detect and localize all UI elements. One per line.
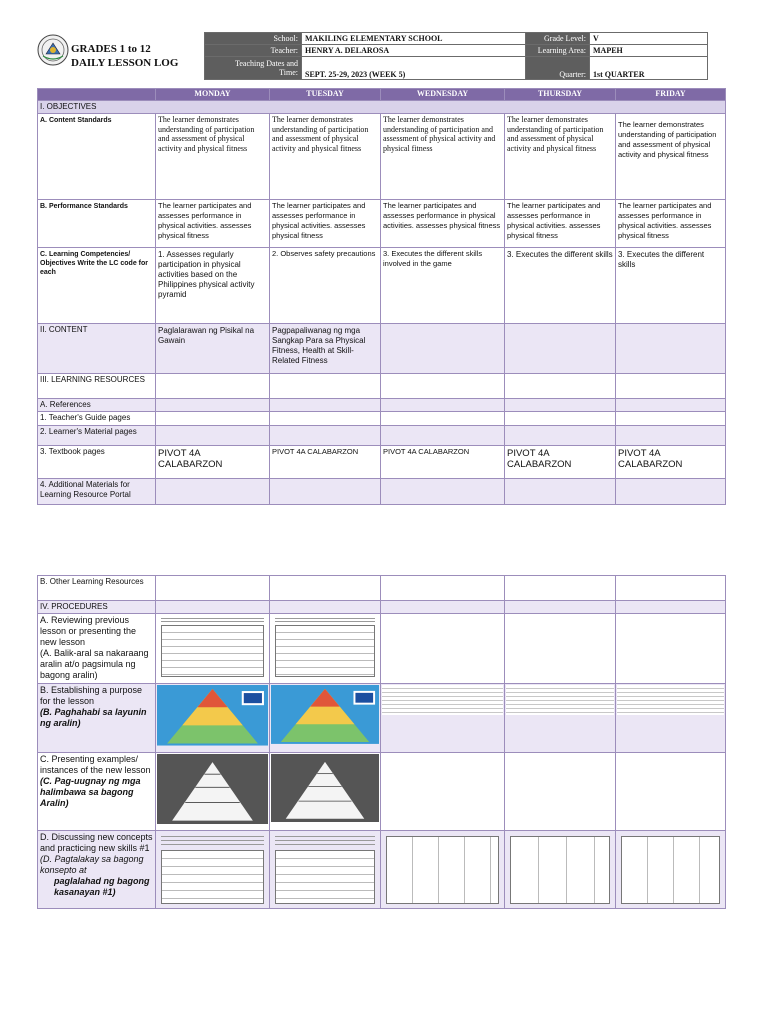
other-resources-friday [616,576,726,601]
competencies-tuesday: 2. Observes safety precautions [270,248,381,324]
proc-c-row [38,752,726,831]
learners-material-label: 2. Learner's Material pages [38,426,156,446]
proc-b-sub: (B. Paghahabi sa layunin ng aralin) [40,707,147,728]
textbook-wednesday: PIVOT 4A CALABARZON [381,446,505,479]
quarter-value: 1st QUARTER [590,57,708,80]
performance-standards-thursday: The learner participates and assesses performance in physical activities. assesses physical fitness [505,200,616,248]
proc-b-row [38,684,726,753]
teachers-guide-wednesday [381,412,505,426]
proc-c-thursday-thumbnail [505,752,616,831]
teachers-guide-tuesday [270,412,381,426]
additional-materials-row [38,479,726,505]
proc-c-sub: (C. Pag-uugnay ng mga halimbawa sa bagong Aralin) [40,775,141,808]
proc-b-main: B. Establishing a purpose for the lesson [40,685,143,706]
objectives-heading: I. OBJECTIVES [38,101,726,114]
proc-c-label [38,752,156,831]
grade-value: V [590,33,708,45]
lesson-log-table [37,88,726,505]
content-wednesday [381,324,505,374]
proc-a-friday-thumbnail [616,614,726,684]
learning-resources-thursday [505,374,616,399]
learning-area-label: Learning Area: [526,45,590,57]
other-resources-tuesday [270,576,381,601]
textbook-thursday: PIVOT 4A CALABARZON [505,446,616,479]
additional-materials-label: 4. Additional Materials for Learning Resource Portal [38,479,156,505]
proc-b-wednesday-thumbnail [381,684,505,753]
header-info-table [204,32,708,80]
learners-material-thursday [505,426,616,446]
teachers-guide-label: 1. Teacher's Guide pages [38,412,156,426]
proc-c-friday-thumbnail [616,752,726,831]
additional-materials-tuesday [270,479,381,505]
procedures-heading: IV. PROCEDURES [38,601,156,614]
learners-material-row [38,426,726,446]
learners-material-monday [156,426,270,446]
other-resources-wednesday [381,576,505,601]
proc-d-tuesday-thumbnail [270,831,381,909]
procedures-monday [156,601,270,614]
content-standards-row [38,114,726,200]
proc-a-row [38,614,726,684]
teacher-label: Teacher: [205,45,302,57]
day-header-thursday: THURSDAY [505,89,616,101]
additional-materials-thursday [505,479,616,505]
proc-a-tuesday-thumbnail [270,614,381,684]
proc-d-monday-thumbnail [156,831,270,909]
proc-a-wednesday-thumbnail [381,614,505,684]
competencies-wednesday: 3. Executes the different skills involved in the game [381,248,505,324]
log-title-line1: GRADES 1 to 12 [71,43,151,55]
procedures-row [38,601,726,614]
performance-standards-monday: The learner participates and assesses performance in physical activities. assesses physical fitness [156,200,270,248]
learning-area-value: MAPEH [590,45,708,57]
proc-a-sub: (A. Balik-aral sa nakaraang aralin at/o pagsimula ng bagong aralin) [40,648,149,680]
daily-lesson-log-page-2 [37,575,725,933]
content-thursday [505,324,616,374]
proc-d-row [38,831,726,909]
textbook-monday: PIVOT 4A CALABARZON [156,446,270,479]
competencies-monday: 1. Assesses regularly participation in physical activities based on the Philippines physical activity pyramid [156,248,270,324]
day-header-row [38,89,726,101]
log-header [37,32,725,80]
day-header-blank [38,89,156,101]
activity-pyramid-image [271,685,379,744]
references-monday [156,399,270,412]
content-row [38,324,726,374]
proc-c-monday-thumbnail [156,752,270,831]
references-tuesday [270,399,381,412]
day-header-wednesday: WEDNESDAY [381,89,505,101]
dates-value: SEPT. 25-29, 2023 (WEEK 5) [302,57,526,80]
teachers-guide-row [38,412,726,426]
teachers-guide-thursday [505,412,616,426]
proc-b-tuesday-thumbnail [270,684,381,753]
learning-resources-monday [156,374,270,399]
procedures-friday [616,601,726,614]
teachers-guide-friday [616,412,726,426]
proc-d-label [38,831,156,909]
procedures-tuesday [270,601,381,614]
content-standards-friday: The learner demonstrates understanding of participation and assessment of physical activity and physical fitness [616,114,726,200]
learning-resources-label: III. LEARNING RESOURCES [38,374,156,399]
learning-resources-friday [616,374,726,399]
other-resources-monday [156,576,270,601]
performance-standards-tuesday: The learner participates and assesses performance in physical activities. assesses physical fitness [270,200,381,248]
references-row [38,399,726,412]
objectives-row [38,101,726,114]
proc-b-label [38,684,156,753]
additional-materials-wednesday [381,479,505,505]
fitness-pyramid-diagram [157,754,268,825]
learners-material-tuesday [270,426,381,446]
content-monday: Paglalarawan ng Pisikal na Gawain [156,324,270,374]
performance-standards-friday: The learner participates and assesses performance in physical activities. assesses physical fitness [616,200,726,248]
proc-a-main: A. Reviewing previous lesson or presenting the new lesson [40,615,137,647]
proc-c-main: C. Presenting examples/ instances of the new lesson [40,753,151,775]
procedures-thursday [505,601,616,614]
content-standards-label: A. Content Standards [38,114,156,200]
competencies-thursday: 3. Executes the different skills [505,248,616,324]
competencies-label: C. Learning Competencies/ Objectives Write the LC code for each [38,248,156,324]
proc-c-tuesday-thumbnail [270,752,381,831]
proc-b-thursday-thumbnail [505,684,616,753]
text-page-thumbnail [382,685,503,715]
teachers-guide-monday [156,412,270,426]
daily-lesson-log-page-1 [37,32,725,510]
textbook-friday: PIVOT 4A CALABARZON [616,446,726,479]
learning-resources-tuesday [270,374,381,399]
day-header-friday: FRIDAY [616,89,726,101]
quarter-label: Quarter: [526,57,590,80]
textbook-tuesday: PIVOT 4A CALABARZON [270,446,381,479]
content-friday [616,324,726,374]
activity-pyramid-image [157,685,268,746]
content-standards-tuesday: The learner demonstrates understanding of participation and assessment of physical activity and physical fitness [270,114,381,200]
proc-a-thursday-thumbnail [505,614,616,684]
procedures-wednesday [381,601,505,614]
learning-resources-wednesday [381,374,505,399]
content-label: II. CONTENT [38,324,156,374]
performance-standards-row [38,200,726,248]
school-label: School: [205,33,302,45]
dates-label-line2: Time: [279,68,298,77]
learners-material-wednesday [381,426,505,446]
content-tuesday: Pagpapaliwanag ng mga Sangkap Para sa Physical Fitness, Health at Skill-Related Fitness [270,324,381,374]
fitness-pyramid-diagram [271,754,379,823]
references-thursday [505,399,616,412]
proc-d-wednesday-thumbnail [381,831,505,909]
other-resources-label: B. Other Learning Resources [38,576,156,601]
proc-d-sub2: paglalahad ng bagong kasanayan #1) [54,876,150,898]
additional-materials-friday [616,479,726,505]
proc-c-wednesday-thumbnail [381,752,505,831]
grade-label: Grade Level: [526,33,590,45]
competencies-friday: 3. Executes the different skills [616,248,726,324]
content-standards-thursday: The learner demonstrates understanding of participation and assessment of physical activity and physical fitness [505,114,616,200]
proc-b-monday-thumbnail [156,684,270,753]
proc-d-friday-thumbnail [616,831,726,909]
other-resources-thursday [505,576,616,601]
performance-standards-wednesday: The learner participates and assesses performance in physical activities. assesses physical fitness [381,200,505,248]
textbook-row [38,446,726,479]
proc-d-thursday-thumbnail [505,831,616,909]
text-page-thumbnail [617,685,724,715]
learners-material-friday [616,426,726,446]
teacher-value: HENRY A. DELAROSA [302,45,526,57]
text-page-thumbnail [506,685,614,715]
proc-d-sub1: (D. Pagtalakay sa bagong konsepto at [40,854,144,876]
procedures-table [37,575,726,909]
proc-d-main: D. Discussing new concepts and practicing new skills #1 [40,832,153,854]
school-value: MAKILING ELEMENTARY SCHOOL [302,33,526,45]
proc-a-monday-thumbnail [156,614,270,684]
performance-standards-label: B. Performance Standards [38,200,156,248]
references-label: A. References [38,399,156,412]
day-header-monday: MONDAY [156,89,270,101]
additional-materials-monday [156,479,270,505]
deped-seal-icon [37,34,69,66]
learning-resources-row [38,374,726,399]
references-friday [616,399,726,412]
content-standards-monday: The learner demonstrates understanding of participation and assessment of physical activity and physical fitness [156,114,270,200]
other-resources-row [38,576,726,601]
proc-a-label [38,614,156,684]
log-title-line2: DAILY LESSON LOG [71,57,179,69]
log-title [71,42,178,70]
competencies-row [38,248,726,324]
dates-label-line1: Teaching Dates and [235,59,298,68]
content-standards-wednesday: The learner demonstrates understanding of participation and assessment of physical activity and physical fitness [381,114,505,200]
references-wednesday [381,399,505,412]
dates-label [205,57,302,80]
proc-b-friday-thumbnail [616,684,726,753]
day-header-tuesday: TUESDAY [270,89,381,101]
textbook-label: 3. Textbook pages [38,446,156,479]
